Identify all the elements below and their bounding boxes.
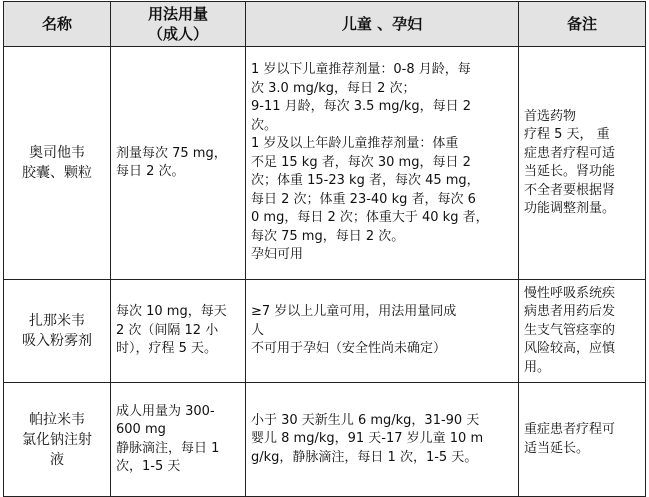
dosage-line: 静脉滴注，每日 1 xyxy=(116,440,220,456)
dosage-line: 2 次（间隔 12 小 xyxy=(116,322,219,338)
drug-name-line: 胶囊、颗粒 xyxy=(22,165,92,181)
children-pregnant-cell xyxy=(246,280,519,383)
dosage-cell xyxy=(111,383,246,497)
dosage-line: 每次 10 mg，每天 xyxy=(116,304,227,320)
notes-line: 慢性呼吸系统疾 xyxy=(524,285,616,301)
dosage-line: 600 mg xyxy=(116,422,166,437)
dosage-line: 剂量每次 75 mg， xyxy=(116,145,227,161)
notes-line: 不全者要根据肾 xyxy=(524,182,616,198)
header-dosage-sublabel: （成人） xyxy=(147,25,208,43)
notes-line: 当延长。肾功能 xyxy=(524,164,616,179)
children-line: 小于 30 天新生儿 6 mg/kg，31-90 天 xyxy=(251,412,480,428)
notes-line: 风险较高，应慎 xyxy=(524,341,616,357)
drug-name-line: 氯化钠注射 xyxy=(22,431,92,448)
header-notes xyxy=(519,2,646,47)
children-line: 9-11 月龄，每次 3.5 mg/kg，每日 2 xyxy=(251,99,472,115)
children-line: 婴儿 8 mg/kg，91 天-17 岁儿童 10 m xyxy=(251,431,484,447)
children-line: 次；体重 15-23 kg 者，每次 45 mg， xyxy=(251,173,480,189)
children-line: 每日 2 次；体重 23-40 kg 者，每次 6 xyxy=(251,191,476,207)
header-children-pregnant-label: 儿童 、孕妇 xyxy=(341,15,423,33)
children-line: 次。 xyxy=(251,117,278,133)
notes-line: 生支气管痉挛的 xyxy=(524,322,616,338)
children-line: 人 xyxy=(251,322,265,338)
header-dosage xyxy=(111,2,246,47)
children-line: 每次 75 mg，每日 2 次。 xyxy=(251,228,405,244)
dosage-line: 成人用量为 300- xyxy=(116,403,215,419)
drug-name-line: 帕拉米韦 xyxy=(29,411,85,428)
table-row-oseltamivir xyxy=(4,47,646,280)
children-line: 1 岁及以上年龄儿童推荐剂量：体重 xyxy=(251,136,459,152)
notes-line: 疗程 5 天， 重 xyxy=(524,127,610,142)
children-line: 1 岁以下儿童推荐剂量：0-8 月龄，每 xyxy=(251,62,471,78)
notes-line: 重症患者疗程可 xyxy=(524,422,616,437)
children-pregnant-cell xyxy=(246,47,519,280)
dosage-line: 每日 2 次。 xyxy=(116,164,185,179)
header-name-label: 名称 xyxy=(41,15,72,33)
children-line: ≥7 岁以上儿童可用，用法用量同成 xyxy=(251,304,457,320)
drug-name-line: 液 xyxy=(50,451,64,468)
children-line: g/kg，静脉滴注，每日 1 次，1-5 天。 xyxy=(251,449,478,465)
notes-line: 首选药物 xyxy=(524,108,577,124)
children-pregnant-cell xyxy=(246,383,519,497)
dosage-line: 次，1-5 天 xyxy=(116,459,181,474)
children-line: 不可用于孕妇（安全性尚未确定） xyxy=(251,341,447,357)
notes-cell xyxy=(519,47,646,280)
drug-comparison-table xyxy=(3,1,646,497)
drug-name-line: 扎那米韦 xyxy=(29,313,85,329)
children-line: 孕妇可用 xyxy=(251,247,304,263)
table-header-row xyxy=(4,2,646,47)
notes-cell xyxy=(519,280,646,383)
notes-line: 功能调整剂量。 xyxy=(524,201,616,216)
header-children-pregnant xyxy=(246,2,519,47)
header-notes-label: 备注 xyxy=(566,15,597,33)
children-line: 次 3.0 mg/kg，每日 2 次； xyxy=(251,80,416,96)
dosage-cell xyxy=(111,47,246,280)
dosage-cell xyxy=(111,280,246,383)
table-row-peramivir xyxy=(4,383,646,497)
drug-name-cell xyxy=(4,280,111,383)
dosage-line: 时），疗程 5 天。 xyxy=(116,341,218,357)
drug-name-cell xyxy=(4,47,111,280)
notes-cell xyxy=(519,383,646,497)
notes-line: 适当延长。 xyxy=(524,440,590,456)
notes-line: 症患者疗程可适 xyxy=(524,145,616,161)
header-dosage-label: 用法用量 xyxy=(147,5,208,23)
header-name xyxy=(4,2,111,47)
notes-line: 用。 xyxy=(524,359,551,375)
notes-line: 病患者用药后发 xyxy=(524,304,616,320)
children-line: 0 mg，每日 2 次；体重大于 40 kg 者， xyxy=(251,210,489,226)
drug-name-cell xyxy=(4,383,111,497)
drug-name-line: 吸入粉雾剂 xyxy=(22,333,92,349)
drug-name-line: 奥司他韦 xyxy=(29,145,85,161)
table-row-zanamivir xyxy=(4,280,646,383)
children-line: 不足 15 kg 者，每次 30 mg，每日 2 xyxy=(251,154,471,170)
